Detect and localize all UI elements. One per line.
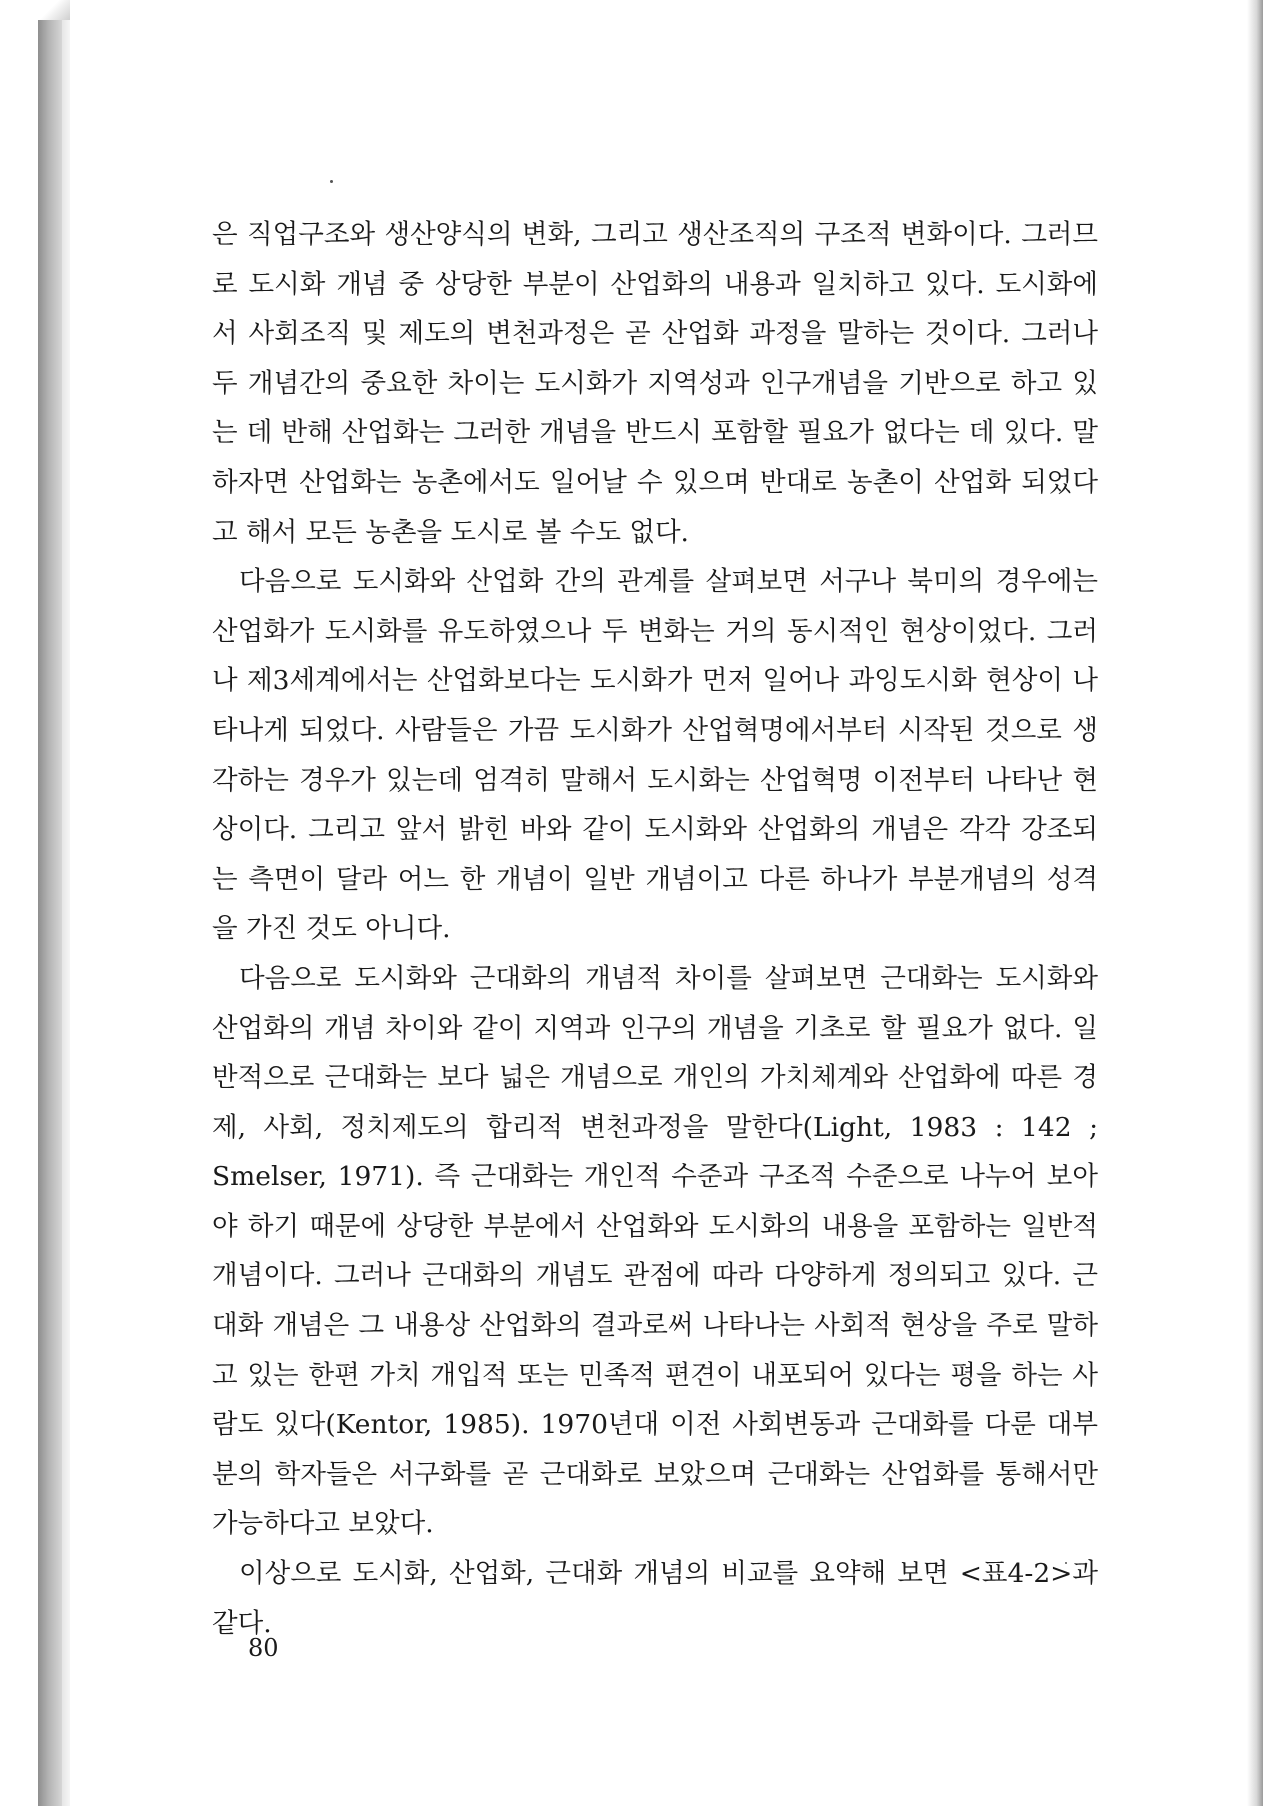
book-spine-shadow <box>38 0 62 1806</box>
page-number: 80 <box>248 1634 279 1662</box>
page-edge-strip <box>62 0 70 1806</box>
body-text <box>212 210 1098 1648</box>
paragraph: 다음으로 도시화와 산업화 간의 관계를 살펴보면 서구나 북미의 경우에는 산업화가 도시화를 유도하였으나 두 변화는 거의 동시적인 현상이었다. 그러나 제3세계에서는 산업화보다는 도시화가 먼저 일어나 과잉도시화 현상이 나타나게 되었다. 사람들은 가끔 도시화가 산업혁명에서부터 시작된 것으로 생각하는 경우가 있는데 엄격히 말해서 도시화는 산업혁명 이전부터 나타난 현상이다. 그리고 앞서 밝힌 바와 같이 도시화와 산업화의 개념은 각각 강조되는 측면이 달라 어느 한 개념이 일반 개념이고 다른 하나가 부분개념의 성격을 가진 것도 아니다. <box>212 566 1098 945</box>
right-edge-shadow <box>1247 0 1263 1806</box>
paragraph: 다음으로 도시화와 근대화의 개념적 차이를 살펴보면 근대화는 도시화와 산업화의 개념 차이와 같이 지역과 인구의 개념을 기초로 할 필요가 없다. 일반적으로 근대화는 보다 넓은 개념으로 개인의 가치체계와 산업화에 따른 경제, 사회, 정치제도의 합리적 변천과정을 말한다(Light, 1983 : 142 ; Smelser, 1971). 즉 근대화는 개인적 수준과 구조적 수준으로 나누어 보아야 하기 때문에 상당한 부분에서 산업화와 도시화의 내용을 포함하는 일반적 개념이다. 그러나 근대화의 개념도 관점에 따라 다양하게 정의되고 있다. 근대화 개념은 그 내용상 산업화의 결과로써 나타나는 사회적 현상을 주로 말하고 있는 한편 가치 개입적 또는 민족적 편견이 내포되어 있다는 평을 하는 사람도 있다(Kentor, 1985). 1970년대 이전 사회변동과 근대화를 다룬 대부분의 학자들은 서구화를 곧 근대화로 보았으며 근대화는 산업화를 통해서만 가능하다고 보았다. <box>212 962 1098 1540</box>
scan-speck <box>330 180 333 183</box>
paragraph: 은 직업구조와 생산양식의 변화, 그리고 생산조직의 구조적 변화이다. 그러므로 도시화 개념 중 상당한 부분이 산업화의 내용과 일치하고 있다. 도시화에서 사회조직 및 제도의 변천과정은 곧 산업화 과정을 말하는 것이다. 그러나 두 개념간의 중요한 차이는 도시화가 지역성과 인구개념을 기반으로 하고 있는 데 반해 산업화는 그러한 개념을 반드시 포함할 필요가 없다는 데 있다. 말하자면 산업화는 농촌에서도 일어날 수 있으며 반대로 농촌이 산업화 되었다고 해서 모든 농촌을 도시로 볼 수도 없다. <box>212 219 1098 548</box>
page-corner-fold <box>38 0 70 20</box>
paragraph: 이상으로 도시화, 산업화, 근대화 개념의 비교를 요약해 보면 <표4-2>과 같다. <box>212 1558 1098 1639</box>
